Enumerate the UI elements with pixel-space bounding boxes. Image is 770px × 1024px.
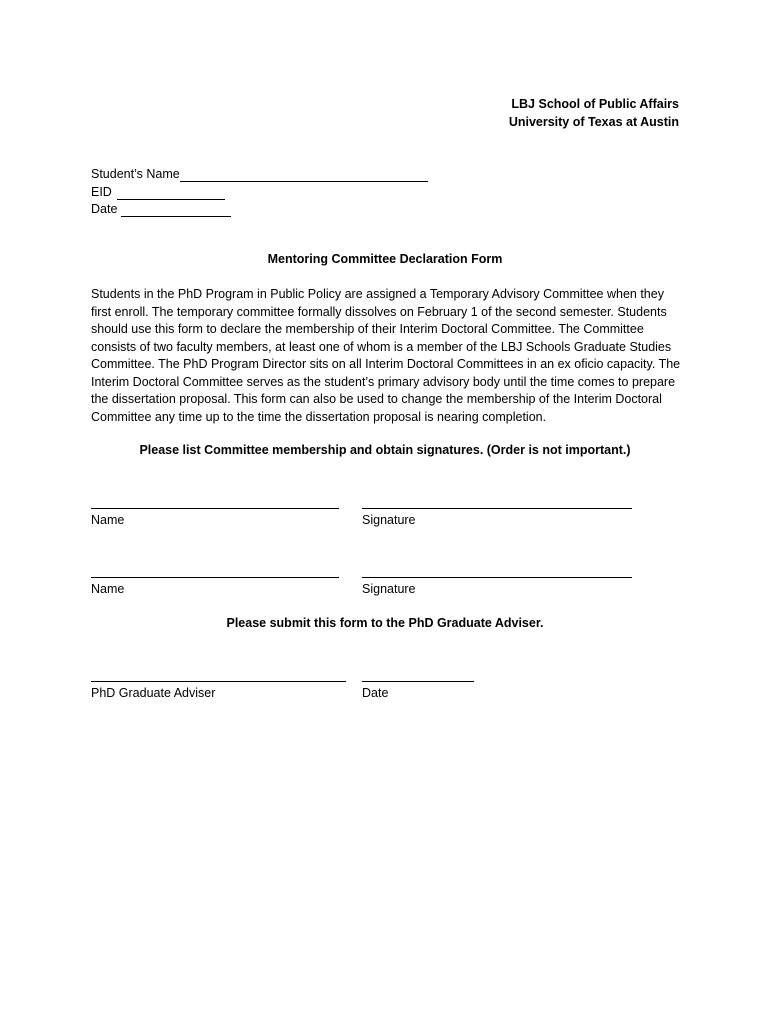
- student-name-label: Student’s Name: [91, 167, 180, 181]
- form-title: Mentoring Committee Declaration Form: [267, 252, 503, 266]
- eid-label: EID: [91, 185, 112, 199]
- member-1-signature-label: Signature: [362, 513, 416, 527]
- university-name: University of Texas at Austin: [508, 115, 679, 129]
- adviser-signature-line[interactable]: [91, 681, 346, 682]
- institution-header: [509, 95, 679, 131]
- adviser-date-line[interactable]: [362, 681, 474, 682]
- member-2-name-line[interactable]: [91, 577, 339, 578]
- member-2-signature-line[interactable]: [362, 577, 632, 578]
- date-field[interactable]: [91, 199, 231, 217]
- committee-instruction: Please list Committee membership and obtain signatures. (Order is not important.): [139, 443, 631, 457]
- adviser-date-label: Date: [362, 686, 389, 700]
- member-1-name-label: Name: [91, 513, 125, 527]
- member-2-name-label: Name: [91, 582, 125, 596]
- member-2-signature-label: Signature: [362, 582, 416, 596]
- student-name-field[interactable]: [91, 164, 428, 182]
- eid-field[interactable]: [91, 182, 225, 200]
- student-name-line[interactable]: [180, 169, 428, 182]
- date-line[interactable]: [121, 204, 231, 217]
- date-label: Date: [91, 202, 118, 216]
- adviser-label: PhD Graduate Adviser: [91, 686, 216, 700]
- member-1-name-line[interactable]: [91, 508, 339, 509]
- school-name: LBJ School of Public Affairs: [511, 97, 679, 111]
- instructions-paragraph: Students in the PhD Program in Public Policy are assigned a Temporary Advisory Committee when they first enroll. The temporary committee formally dissolves on February 1 of the second semester. Students should use this form to declare the membership of their Interim Doctoral Committee. The Committee consists of two faculty members, at least one of whom is a member of the LBJ Schools Graduate Studies Committee. The PhD Program Director sits on all Interim Doctoral Committees in an ex oficio capacity. The Interim Doctoral Committee serves as the student’s primary advisory body until the time comes to prepare the dissertation proposal. This form can also be used to change the membership of the Interim Doctoral Committee any time up to the time the dissertation proposal is nearing completion.: [91, 287, 681, 424]
- member-1-signature-line[interactable]: [362, 508, 632, 509]
- submit-instruction: Please submit this form to the PhD Graduate Adviser.: [226, 616, 544, 630]
